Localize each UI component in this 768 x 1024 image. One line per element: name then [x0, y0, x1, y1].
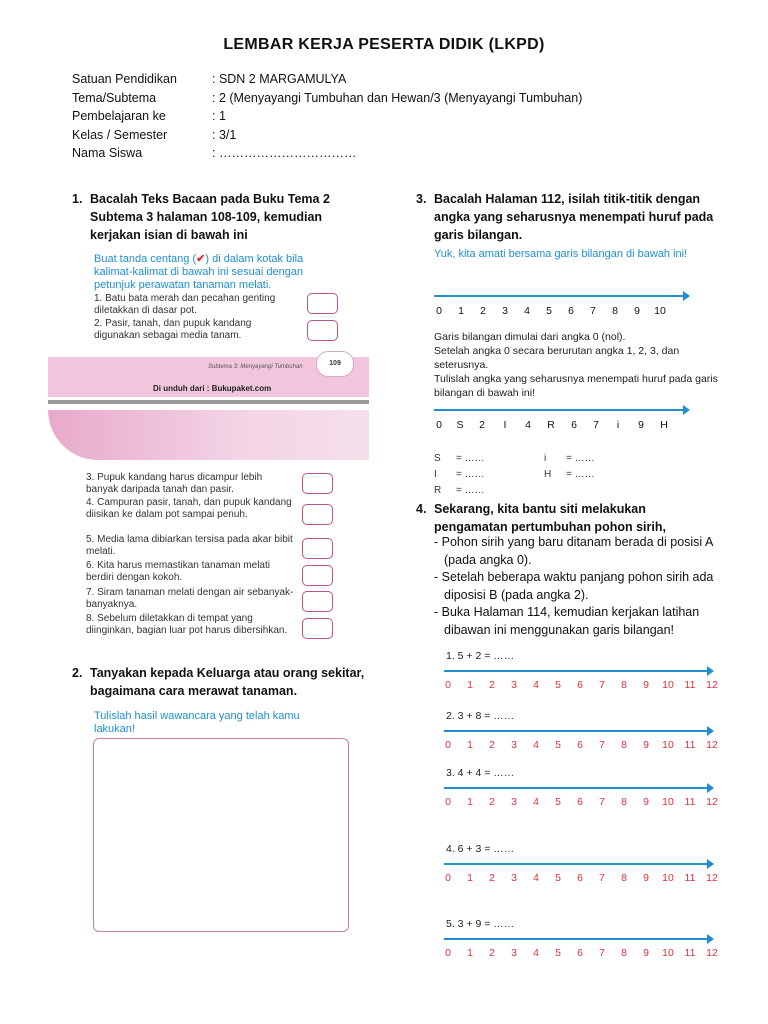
tick-label: 12: [706, 947, 718, 959]
tick-label: 3: [511, 947, 517, 959]
tick-label: I: [503, 419, 507, 431]
tick-label: 5: [546, 305, 552, 317]
instruction-part: Buat tanda centang (: [94, 253, 197, 265]
tick-label: 6: [577, 679, 583, 691]
number-line: [444, 670, 708, 672]
tick-label: 4: [533, 679, 539, 691]
tick-label: 0: [445, 947, 451, 959]
info-label: Satuan Pendidikan: [72, 72, 177, 86]
checklist-item: 1. Batu bata merah dan pecahan genting diletakkan di dasar pot.: [94, 293, 276, 316]
tick-label: 1: [458, 305, 464, 317]
answer-letter: S: [434, 453, 441, 464]
exercise-label: 2. 3 + 8 = ……: [446, 710, 515, 722]
tick-label: 3: [511, 739, 517, 751]
tick-label: 6: [577, 796, 583, 808]
checkmark-icon: ✔: [196, 253, 206, 265]
tick-label: 3: [511, 796, 517, 808]
tick-label: 7: [599, 872, 605, 884]
tick-label: 8: [621, 739, 627, 751]
tick-label: R: [547, 419, 555, 431]
tick-label: 4: [525, 419, 531, 431]
tick-label: 0: [436, 305, 442, 317]
instruction-part: ) di dalam kotak bila kalimat-kalimat di bawah ini sesuai dengan petunjuk perawatan tanaman melati.: [94, 253, 304, 291]
tick-label: H: [660, 419, 668, 431]
banner-source: Di unduh dari : Bukupaket.com: [153, 384, 272, 393]
info-label: Nama Siswa: [72, 146, 143, 160]
question-number: 4.: [416, 502, 427, 516]
info-value: : 2 (Menyayangi Tumbuhan dan Hewan/3 (Menyayangi Tumbuhan): [212, 90, 583, 105]
answer-blank[interactable]: = ……: [456, 485, 485, 496]
exercise-label: 3. 4 + 4 = ……: [446, 767, 515, 779]
checklist-item: 8. Sebelum diletakkan di tempat yang diinginkan, bagian luar pot harus dibersihkan.: [86, 613, 288, 636]
tick-label: 2: [489, 947, 495, 959]
tick-label: 8: [621, 872, 627, 884]
numberline-explanation: [434, 330, 719, 400]
info-row: [72, 70, 582, 89]
info-value: : 1: [212, 109, 226, 123]
tick-label: 7: [599, 947, 605, 959]
number-line: [444, 787, 708, 789]
question-text: Sekarang, kita bantu siti melakukan pengamatan pertumbuhan pohon sirih,: [434, 502, 666, 534]
tick-label: 7: [599, 796, 605, 808]
tick-label: 12: [706, 679, 718, 691]
tick-label: 6: [568, 305, 574, 317]
bullet-item: - Pohon sirih yang baru ditanam berada di posisi A (pada angka 0).: [434, 535, 713, 567]
tick-label: 8: [612, 305, 618, 317]
tick-label: 4: [533, 739, 539, 751]
tick-label: 10: [662, 947, 674, 959]
info-row: [72, 107, 582, 126]
answer-blank[interactable]: = ……: [456, 453, 485, 464]
tick-label: 11: [684, 796, 696, 808]
tick-label: 9: [643, 796, 649, 808]
tick-label: 5: [555, 679, 561, 691]
page-title: LEMBAR KERJA PESERTA DIDIK (LKPD): [223, 36, 545, 53]
tick-label: 11: [684, 739, 696, 751]
checkbox[interactable]: [302, 618, 333, 639]
tick-label: 9: [643, 947, 649, 959]
tick-label: 11: [684, 872, 696, 884]
page-banner: [48, 357, 369, 397]
tick-label: 8: [621, 679, 627, 691]
question-4: [416, 500, 716, 536]
page-number-badge: 109: [316, 351, 354, 377]
answer-box[interactable]: [93, 738, 349, 932]
checkbox[interactable]: [302, 538, 333, 559]
answer-letter: H: [544, 469, 552, 480]
tick-label: 1: [467, 679, 473, 691]
tick-label: 3: [502, 305, 508, 317]
divider: [48, 400, 369, 404]
tick-label: 10: [662, 679, 674, 691]
tick-label: 2: [489, 796, 495, 808]
answer-letter: R: [434, 485, 442, 496]
tick-label: 7: [590, 305, 596, 317]
tick-label: 7: [599, 739, 605, 751]
tick-label: 9: [643, 872, 649, 884]
tick-label: 7: [599, 679, 605, 691]
question-text: Bacalah Halaman 112, isilah titik-titik dengan angka yang seharusnya menempati huruf pada garis bilangan.: [434, 192, 714, 242]
number-line: [444, 938, 708, 940]
decorative-wave: [48, 410, 369, 460]
paragraph: Setelah angka 0 secara berurutan angka 1, 2, 3, dan seterusnya.: [434, 345, 680, 371]
checklist-item: 4. Campuran pasir, tanah, dan pupuk kandang diisikan ke dalam pot sampai penuh.: [86, 497, 292, 520]
tick-label: 3: [511, 872, 517, 884]
tick-label: 11: [684, 679, 696, 691]
info-row: [72, 89, 582, 108]
info-label: Tema/Subtema: [72, 90, 157, 105]
question-text: Tanyakan kepada Keluarga atau orang sekitar, bagaimana cara merawat tanaman.: [90, 666, 365, 698]
tick-label: 5: [555, 947, 561, 959]
answer-blank[interactable]: = ……: [456, 469, 485, 480]
tick-label: 12: [706, 739, 718, 751]
answer-letter: i: [544, 453, 547, 464]
answer-blank[interactable]: = ……: [566, 469, 595, 480]
tick-label: 8: [621, 796, 627, 808]
checklist-item: 6. Kita harus memastikan tanaman melati berdiri dengan kokoh.: [86, 560, 270, 583]
tick-label: 10: [662, 872, 674, 884]
info-label: Pembelajaran ke: [72, 109, 166, 123]
checklist-item: 7. Siram tanaman melati dengan air sebanyak-banyaknya.: [86, 587, 294, 610]
tick-label: 1: [467, 796, 473, 808]
checkbox[interactable]: [302, 473, 333, 494]
info-block: [72, 70, 582, 163]
tick-label: 1: [467, 739, 473, 751]
checklist-item: 3. Pupuk kandang harus dicampur lebih banyak daripada tanah dan pasir.: [86, 472, 263, 495]
question-number: 3.: [416, 192, 427, 206]
tick-label: 0: [445, 739, 451, 751]
tick-label: 4: [533, 796, 539, 808]
answer-blank[interactable]: = ……: [566, 453, 595, 464]
tick-label: i: [616, 419, 620, 431]
question-2: [72, 664, 372, 700]
tick-label: 10: [662, 739, 674, 751]
info-label: Kelas / Semester: [72, 127, 168, 142]
tick-label: 0: [445, 679, 451, 691]
tick-label: 5: [555, 796, 561, 808]
bullet-item: - Buka Halaman 114, kemudian kerjakan latihan dibawan ini menggunakan garis bilangan!: [434, 605, 700, 637]
tick-label: 2: [489, 739, 495, 751]
tick-label: 4: [524, 305, 530, 317]
tick-label: 4: [533, 947, 539, 959]
tick-label: 2: [480, 305, 486, 317]
checkbox[interactable]: [302, 565, 333, 586]
info-row: [72, 126, 582, 145]
banner-subtema: Subtema 3: Menyayangi Tumbuhan: [208, 364, 303, 370]
tick-label: 10: [662, 796, 674, 808]
bullet-item: - Setelah beberapa waktu panjang pohon sirih ada diposisi B (pada angka 2).: [434, 570, 714, 602]
tick-label: 10: [654, 305, 666, 317]
tick-label: 2: [489, 872, 495, 884]
number-line: [444, 730, 708, 732]
checklist-item: 2. Pasir, tanah, dan pupuk kandang digunakan sebagai media tanam.: [94, 318, 252, 341]
numberline-instruction: Yuk, kita amati bersama garis bilangan di bawah ini!: [434, 248, 688, 260]
exercise-label: 5. 3 + 9 = ……: [446, 918, 515, 930]
info-value: : SDN 2 MARGAMULYA: [212, 72, 347, 86]
tick-label: 0: [436, 419, 442, 431]
tick-label: 4: [533, 872, 539, 884]
tick-label: 6: [571, 419, 577, 431]
tick-label: 9: [638, 419, 644, 431]
tick-label: 6: [577, 947, 583, 959]
bullet-list: [434, 534, 724, 639]
tick-label: 12: [706, 872, 718, 884]
question-1: [72, 190, 352, 244]
tick-label: 9: [643, 739, 649, 751]
tick-label: 3: [511, 679, 517, 691]
tick-label: 8: [621, 947, 627, 959]
number-line: [434, 295, 684, 297]
tick-label: 2: [479, 419, 485, 431]
checkbox[interactable]: [307, 293, 338, 314]
letter-row: [434, 419, 694, 433]
checklist-instruction: [94, 253, 316, 292]
tick-label: 9: [634, 305, 640, 317]
exercise-label: 4. 6 + 3 = ……: [446, 843, 515, 855]
question-number: 2.: [72, 666, 83, 680]
info-value: : ……………………………: [212, 146, 357, 160]
exercise-label: 1. 5 + 2 = ……: [446, 650, 515, 662]
interview-instruction: Tulislah hasil wawancara yang telah kamu lakukan!: [94, 710, 300, 735]
tick-label: 1: [467, 947, 473, 959]
tick-label: 6: [577, 872, 583, 884]
tick-label: 12: [706, 796, 718, 808]
tick-label: 9: [643, 679, 649, 691]
tick-label: S: [456, 419, 464, 431]
checkbox[interactable]: [302, 591, 333, 612]
tick-label: 11: [684, 947, 696, 959]
tick-label: 1: [467, 872, 473, 884]
tick-label: 5: [555, 739, 561, 751]
number-line: [434, 409, 684, 411]
number-line: [444, 863, 708, 865]
checklist-item: 5. Media lama dibiarkan tersisa pada akar bibit melati.: [86, 534, 293, 557]
tick-label: 2: [489, 679, 495, 691]
checkbox[interactable]: [302, 504, 333, 525]
question-number: 1.: [72, 192, 83, 206]
info-value: : 3/1: [212, 127, 237, 142]
question-3: [416, 190, 716, 244]
tick-label: 0: [445, 796, 451, 808]
tick-label: 6: [577, 739, 583, 751]
question-text: Bacalah Teks Bacaan pada Buku Tema 2 Subtema 3 halaman 108-109, kemudian kerjakan isian di bawah ini: [90, 192, 330, 242]
tick-label: 0: [445, 872, 451, 884]
checkbox[interactable]: [307, 320, 338, 341]
tick-label: 7: [593, 419, 599, 431]
paragraph: Tulislah angka yang seharusnya menempati huruf pada garis bilangan di bawah ini!: [434, 373, 718, 399]
paragraph: Garis bilangan dimulai dari angka 0 (nol).: [434, 331, 626, 343]
tick-label: 5: [555, 872, 561, 884]
info-row: [72, 144, 582, 163]
answer-letter: I: [434, 469, 437, 480]
number-row: [434, 305, 694, 319]
